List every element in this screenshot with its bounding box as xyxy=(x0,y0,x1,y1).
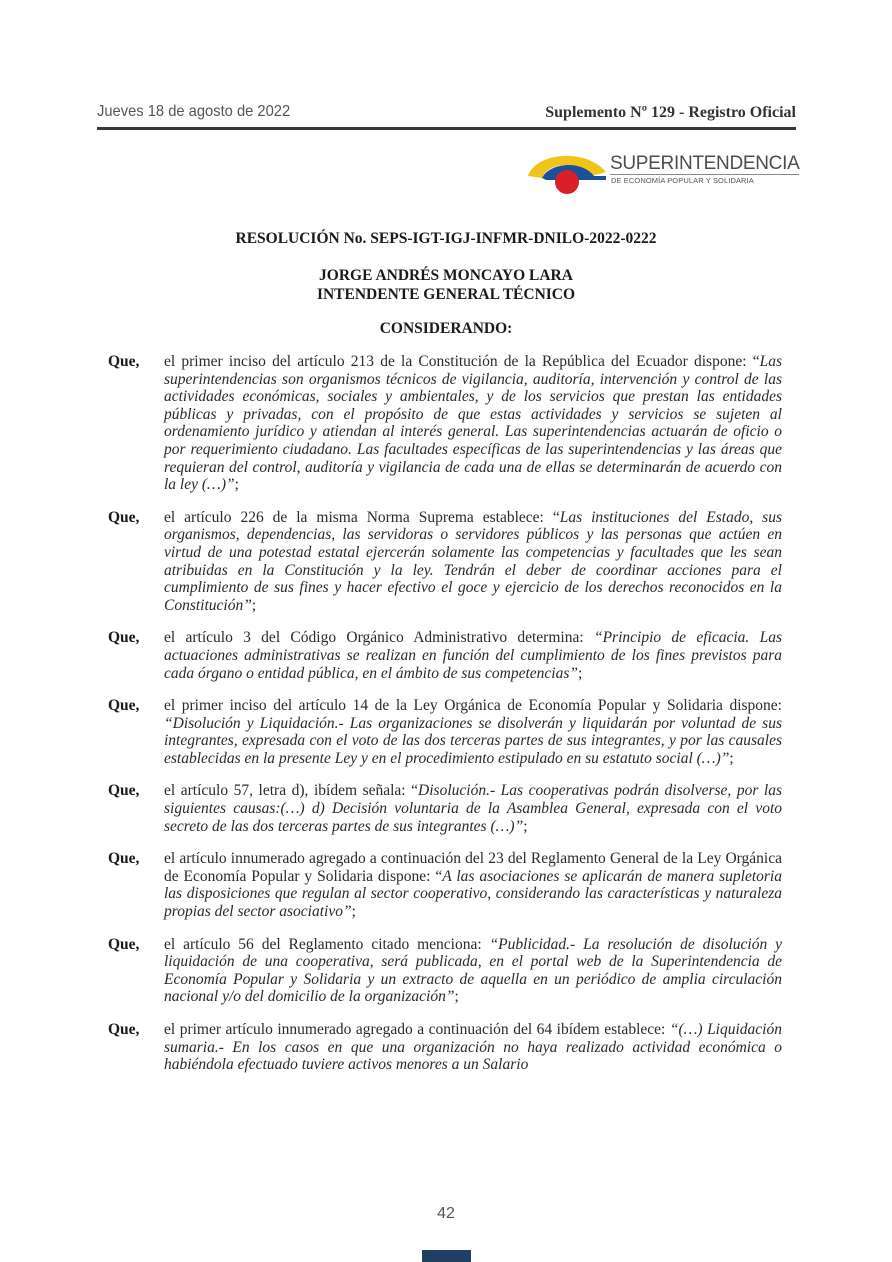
resolution-title: RESOLUCIÓN No. SEPS-IGT-IGJ-INFMR-DNILO-2022-0222 xyxy=(235,230,657,247)
clause-lead: el artículo 57, letra d), ibídem señala: “ xyxy=(164,782,419,800)
signer-name: JORGE ANDRÉS MONCAYO LARA xyxy=(319,267,573,284)
clause-quote: “Publicidad.- La resolución de disolución y liquidación de una cooperativa, será publicada, en el portal web de la Superintendencia de Economía Popular y Solidaria y un extracto de aquella en un periódico de amplia circulación nacional y/o del domicilio de la organización” xyxy=(164,935,783,1006)
clause-lead: el artículo 56 del Reglamento citado menciona: xyxy=(164,935,490,953)
clause-label: Que, xyxy=(108,1021,140,1038)
clause-tail: ; xyxy=(351,903,356,921)
footer-bar xyxy=(422,1250,471,1262)
clause-label: Que, xyxy=(108,935,140,953)
clause-label: Que, xyxy=(108,697,140,715)
clause-quote: “Principio de eficacia. Las actuaciones administrativas se realizan en función del cumplimiento de los fines previstos para cada órgano o entidad pública, en el ámbito de sus competencias” xyxy=(164,629,782,682)
section-heading: CONSIDERANDO: xyxy=(379,320,513,337)
clause-tail: ; xyxy=(578,664,583,682)
clause-text xyxy=(164,850,782,920)
logo-title: SUPERINTENDENCIA xyxy=(610,153,800,174)
clause-item xyxy=(108,850,782,920)
clause-text xyxy=(164,936,782,1006)
clause-text xyxy=(164,697,782,767)
clause-lead: el artículo 226 de la misma Norma Suprema establece: “ xyxy=(164,508,560,526)
clause-item xyxy=(108,697,782,767)
clause-quote: Las superintendencias son organismos técnicos de vigilancia, auditoría, intervención y control de las actividades económicas, sociales y ambientales, y de los servicios que prestan las entidades públicas y privadas, con el propósito de que estas actividades y servicios se sujeten al ordenamiento jurídico y atiendan al interés general. Las superintendencias actuarán de oficio o por requerimiento ciudadano. Las facultades específicas de las superintendencias y las áreas que requieran del control, auditoría y vigilancia de cada una de ellas se determinarán de acuerdo con la ley (…)” xyxy=(164,353,782,494)
clause-lead: el primer inciso del artículo 14 de la Ley Orgánica de Economía Popular y Solidaria dispone: xyxy=(164,697,782,715)
clause-quote: Las instituciones del Estado, sus organismos, dependencias, las servidoras o servidores públicos y las personas que actúen en virtud de una potestad estatal ejercerán solamente las competencias y facultades que les sean atribuidas en la Constitución y la ley. Tendrán el deber de coordinar acciones para el cumplimiento de sus fines y hacer efectivo el goce y ejercicio de los derechos reconocidos en la Constitución” xyxy=(164,508,782,614)
clause-text xyxy=(164,629,782,682)
clause-item xyxy=(108,509,782,615)
clause-quote: Disolución.- Las cooperativas podrán disolverse, por las siguientes causas:(…) d) Decisión voluntaria de la Asamblea General, expresada con el voto secreto de las dos terceras partes de sus integrantes (…)” xyxy=(164,782,783,835)
header-date: Jueves 18 de agosto de 2022 xyxy=(97,103,291,120)
clause-lead: el artículo 3 del Código Orgánico Administrativo determina: xyxy=(164,629,594,647)
clause-text xyxy=(164,782,782,835)
clause-label: Que, xyxy=(108,508,140,526)
signer-title: INTENDENTE GENERAL TÉCNICO xyxy=(316,286,576,303)
signer-block xyxy=(0,266,892,304)
clause-label: Que, xyxy=(108,353,140,370)
clause-item xyxy=(108,629,782,682)
clause-lead: el primer inciso del artículo 213 de la Constitución de la República del Ecuador dispone: “ xyxy=(164,353,760,370)
clause-tail: ; xyxy=(729,749,734,767)
clause-quote: “Disolución y Liquidación.- Las organizaciones se disolverán y liquidarán por voluntad de sus integrantes, expresada con el voto de las dos terceras partes de sus integrantes, y por las causales establecidas en la presente Ley y en el procedimiento estipulado en su estatuto social (…)” xyxy=(164,714,782,767)
clause-text xyxy=(164,353,782,494)
clause-item xyxy=(108,1021,782,1074)
clause-lead: el artículo innumerado agregado a continuación del 23 del Reglamento General de la Ley Orgánica de Economía Popular y Solidaria dispone: “ xyxy=(164,850,782,885)
considerando-clauses xyxy=(108,353,782,1089)
header-publication: Suplemento Nº 129 - Registro Oficial xyxy=(545,104,796,121)
clause-tail: ; xyxy=(234,476,239,494)
clause-text xyxy=(164,1021,782,1074)
clause-item xyxy=(108,782,782,835)
clause-tail: ; xyxy=(251,596,257,614)
clause-lead: el primer artículo innumerado agregado a continuación del 64 ibídem establece: xyxy=(164,1021,670,1038)
page-header xyxy=(97,101,796,130)
clause-item xyxy=(108,936,782,1006)
seps-logo xyxy=(526,146,800,194)
clause-tail: ; xyxy=(523,817,528,835)
clause-quote: A las asociaciones se aplicarán de manera supletoria las disposiciones que regulan al sector cooperativo, considerando las características y naturaleza propias del sector asociativo” xyxy=(164,867,782,921)
page-number: 42 xyxy=(437,1205,455,1222)
clause-text xyxy=(164,509,782,615)
logo-subtitle: DE ECONOMÍA POPULAR Y SOLIDARIA xyxy=(611,176,754,185)
logo-emblem-icon xyxy=(526,146,608,194)
clause-tail: ; xyxy=(454,988,459,1006)
clause-item xyxy=(108,353,782,494)
clause-quote: “(…) Liquidación sumaria.- En los casos en que una organización no haya realizado actividad económica o habiéndola efectuado tuviere activos menores a un Salario xyxy=(164,1021,782,1074)
clause-label: Que, xyxy=(108,782,140,800)
clause-label: Que, xyxy=(108,629,140,647)
clause-label: Que, xyxy=(108,850,140,868)
